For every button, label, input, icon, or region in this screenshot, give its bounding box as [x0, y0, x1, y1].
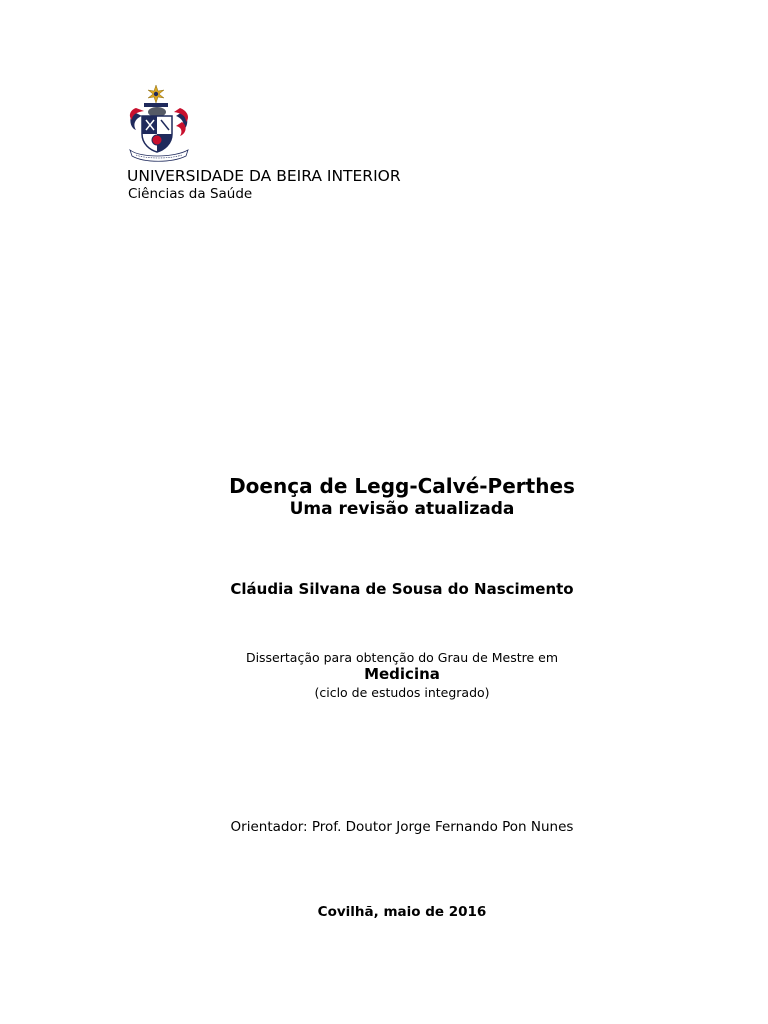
- faculty-name: Ciências da Saúde: [128, 186, 253, 202]
- thesis-subtitle: Uma revisão atualizada: [289, 499, 515, 519]
- university-logo: [126, 84, 192, 164]
- university-coat-of-arms-icon: [126, 84, 192, 164]
- degree-field: Medicina: [364, 665, 440, 683]
- author-name: Cláudia Silvana de Sousa do Nascimento: [230, 580, 574, 598]
- university-name: UNIVERSIDADE DA BEIRA INTERIOR: [127, 167, 401, 185]
- thesis-title: Doença de Legg-Calvé-Perthes: [229, 474, 575, 498]
- supervisor: Orientador: Prof. Doutor Jorge Fernando Pon Nunes: [230, 819, 574, 835]
- degree-statement: Dissertação para obtenção do Grau de Mestre em: [245, 650, 559, 665]
- place-and-date: Covilhã, maio de 2016: [317, 904, 487, 920]
- degree-note: (ciclo de estudos integrado): [314, 685, 490, 700]
